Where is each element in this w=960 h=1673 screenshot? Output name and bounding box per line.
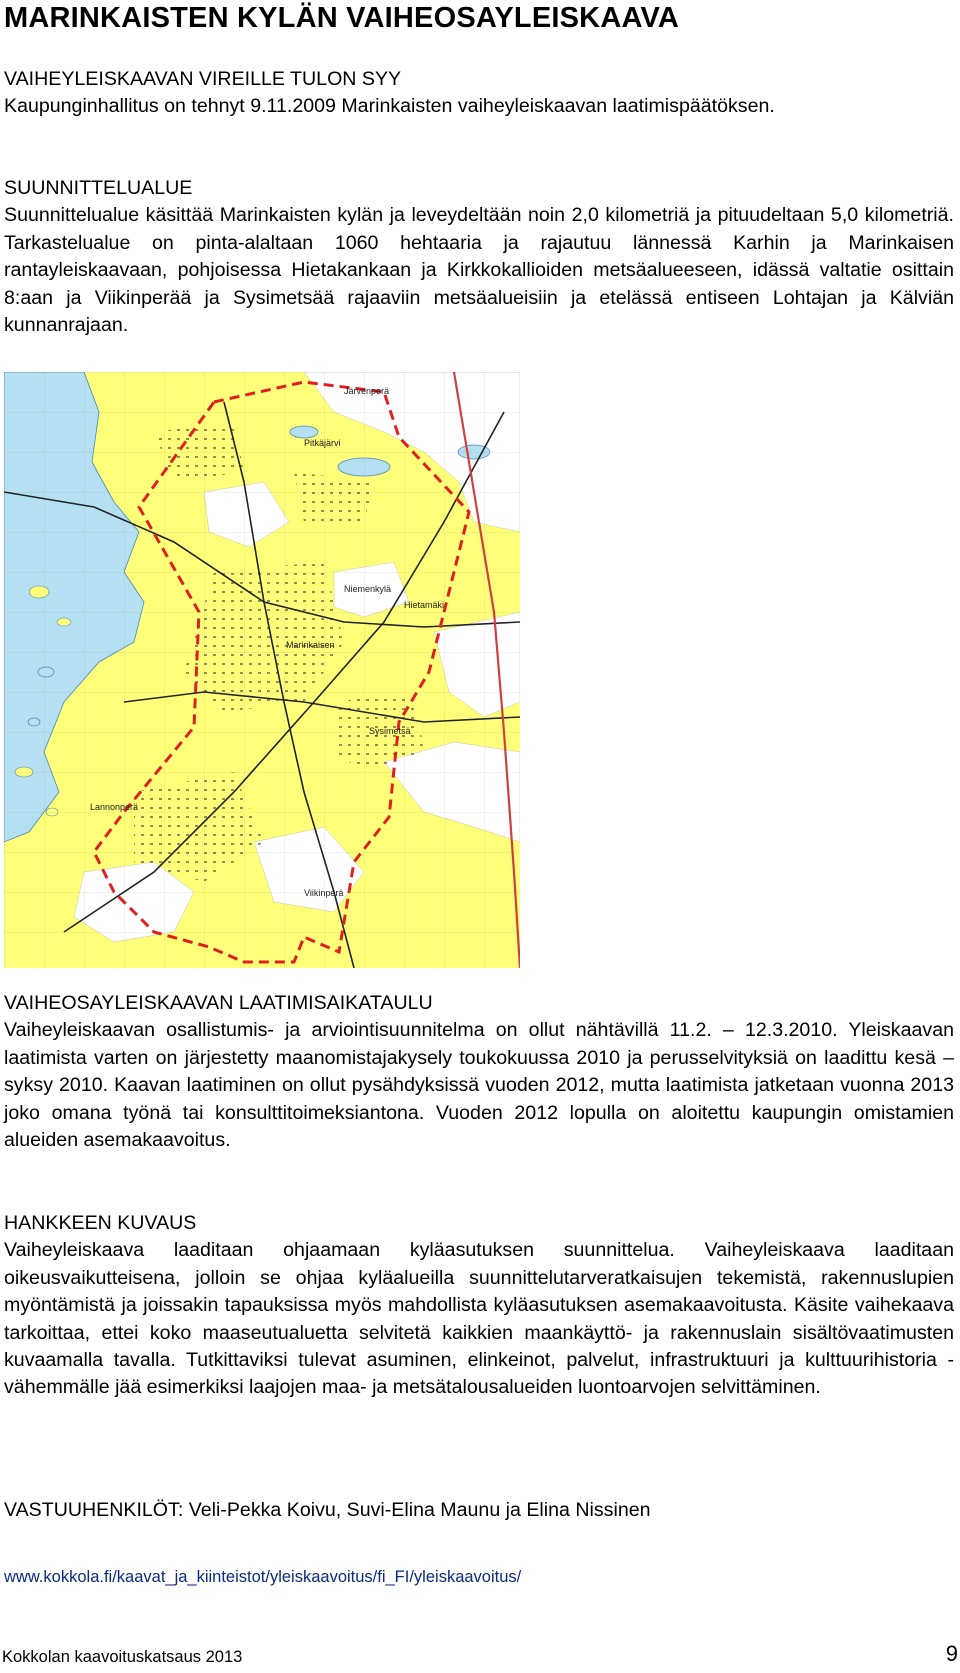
map-label: Marinkaisen [286, 640, 335, 650]
map-label: Hietamäki [404, 600, 445, 610]
map-label: Järvenperä [344, 386, 390, 396]
section-text: Vaiheyleiskaava laaditaan ohjaamaan kyläasutuksen suunnittelua. Vaiheyleiskaava laaditaan oikeusvaikutteisena, jolloin se ohjaa kyläalueilla suunnittelutarveratkaisujen tekemistä, rakennuslupien myöntämistä ja joissakin tapauksissa myös mahdollista kyläasutuksen asemakaavoitusta. Käsite vaihekaava tarkoittaa, ettei koko maaseutualuetta selvitetä kaikkien maankäyttö- ja rakennuslain sisältövaatimusten kuvaamalla tavalla. Tutkittaviksi tulevat asuminen, elinkeinot, palvelut, infrastruktuuri ja kulttuurihistoria - vähemmälle jää esimerkiksi laajojen maa- ja metsätalousalueiden luontoarvojen selvittäminen. [4, 1239, 954, 1399]
map-label: Lannonperä [90, 802, 139, 812]
document-title: MARINKAISTEN KYLÄN VAIHEOSAYLEISKAAVA [4, 2, 679, 34]
section-text: Suunnittelualue käsittää Marinkaisten kylän ja leveydeltään noin 2,0 kilometriä ja pituudeltaan 5,0 kilometriä. Tarkastelualue on pinta-alaltaan 1060 hehtaaria ja rajautuu lännessä Karhin ja Marinkaisen rantayleiskaavaan, pohjoisessa Hietakankaan ja Kirkkokallioiden metsäalueeseen, idässä valtatie osittain 8:aan ja Viikinperää ja Sysimetsää rajaaviin metsäalueisiin ja etelässä entiseen Lohtajan ja Kälviän kunnanrajaan. [4, 204, 954, 337]
map-graphic [4, 372, 520, 968]
map-label: Pitkäjärvi [304, 438, 341, 448]
map-label: Niemenkylä [344, 584, 392, 594]
contact-label: VASTUUHENKILÖT: [4, 1499, 184, 1521]
section-schedule [4, 990, 954, 1154]
contact-names: Veli-Pekka Koivu, Suvi-Elina Maunu ja Elina Nissinen [188, 1499, 651, 1521]
footer-publication: Kokkolan kaavoituskatsaus 2013 [2, 1648, 243, 1666]
map-label: Viikinperä [304, 888, 344, 898]
planning-link[interactable]: www.kokkola.fi/kaavat_ja_kiinteistot/yleiskaavoitus/fi_FI/yleiskaavoitus/ [4, 1568, 522, 1586]
planning-area-map [4, 372, 520, 968]
map-label: Sysimetsä [369, 726, 411, 736]
section-project-description [4, 1210, 954, 1402]
section-heading: SUUNNITTELUALUE [4, 177, 193, 199]
section-heading: HANKKEEN KUVAUS [4, 1212, 197, 1234]
section-heading: VAIHEOSAYLEISKAAVAN LAATIMISAIKATAULU [4, 992, 433, 1014]
section-planning-area [4, 175, 954, 339]
page-number: 9 [945, 1641, 958, 1666]
section-text: Vaiheyleiskaavan osallistumis- ja arviointisuunnitelma on ollut nähtävillä 11.2. – 12.3.2010. Yleiskaavan laatimista varten on järjestetty maanomistajakysely toukokuussa 2010 ja perusselvityksiä on laadittu kesä – syksy 2010. Kaavan laatiminen on ollut pysähdyksissä vuoden 2012, mutta laatimista jatketaan vuonna 2013 joko omana työnä tai konsulttitoimeksiantona. Vuoden 2012 lopulla on aloitettu kaupungin omistamien alueiden asemakaavoitus. [4, 1019, 954, 1152]
responsible-persons [4, 1499, 651, 1522]
section-heading: VAIHEYLEISKAAVAN VIREILLE TULON SYY [4, 68, 402, 90]
section-text: Kaupunginhallitus on tehnyt 9.11.2009 Marinkaisten vaiheyleiskaavan laatimispäätöksen. [4, 95, 775, 118]
section-initiation [4, 66, 954, 121]
